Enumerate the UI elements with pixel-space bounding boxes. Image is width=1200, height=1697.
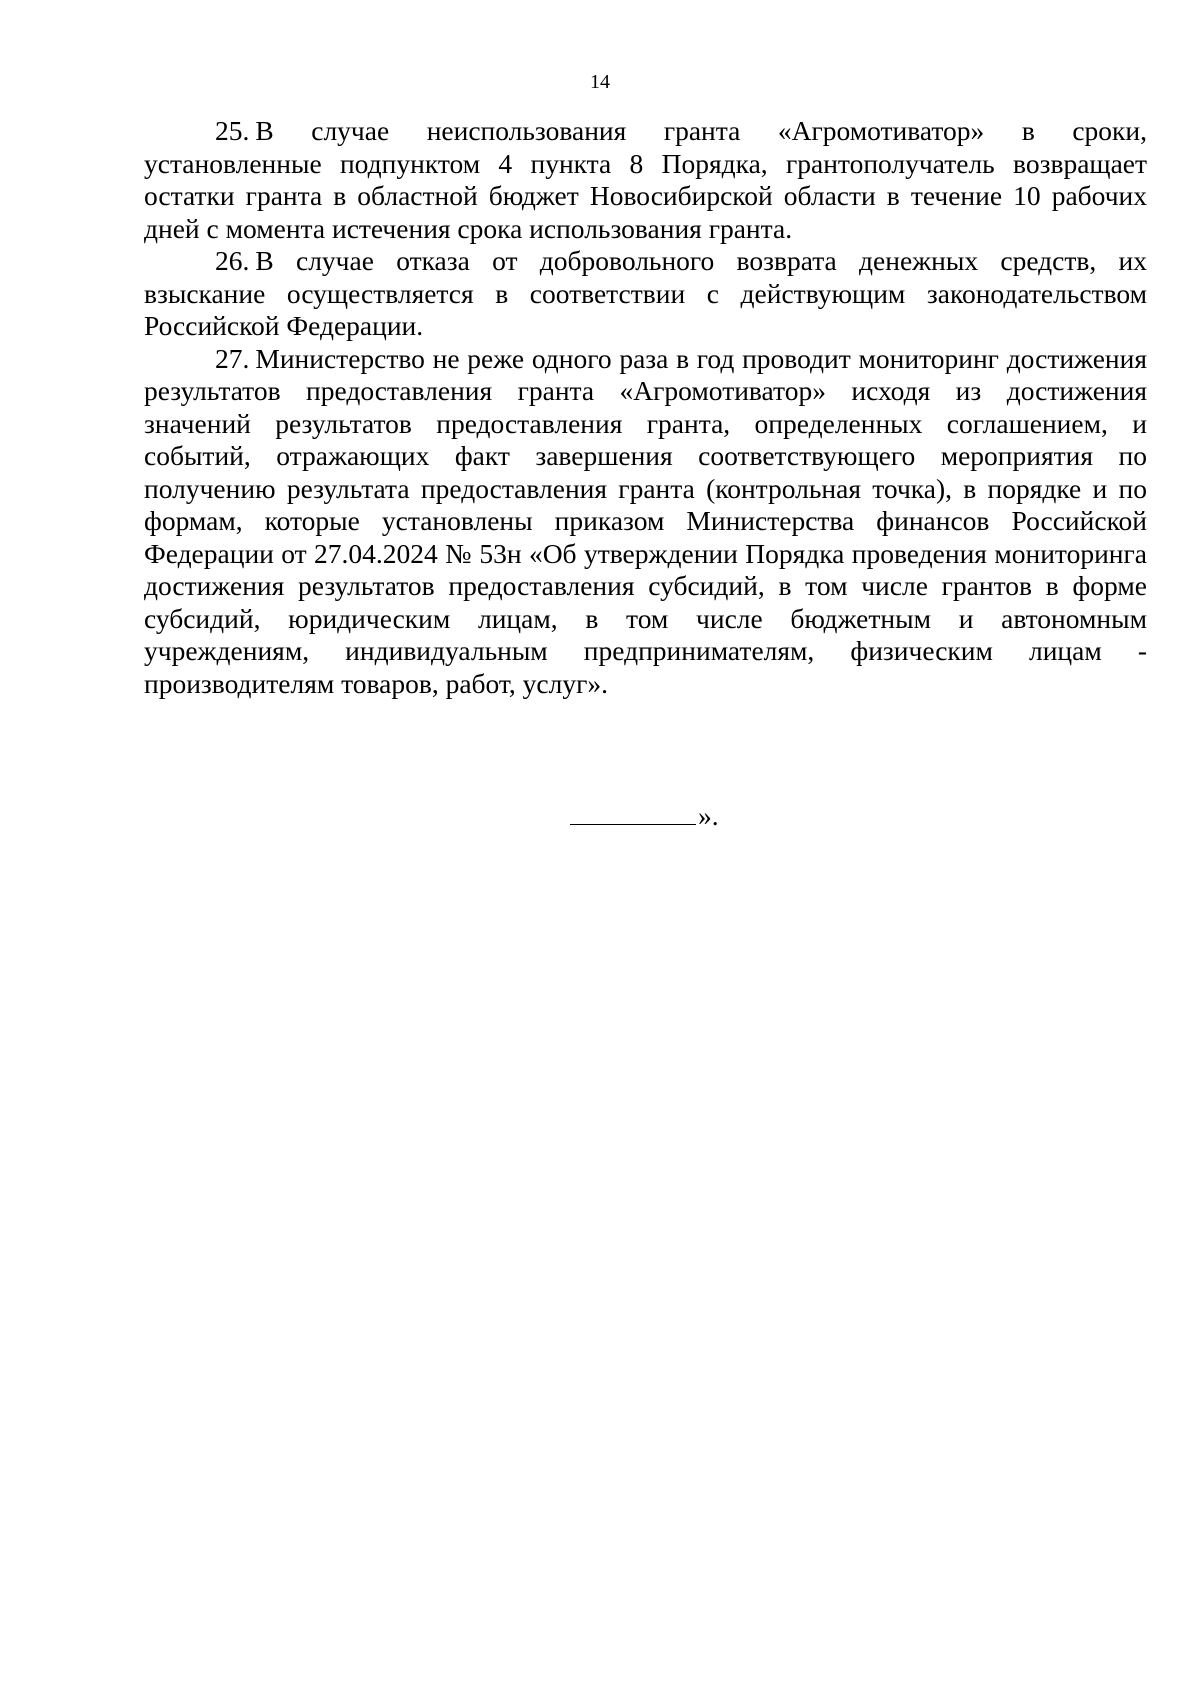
paragraph-number: 25. (215, 115, 250, 146)
paragraph-text: В случае отказа от добровольного возврата денежных средств, их взыскание осуществляется в соответствии с действующим законодательством Российской Федерации. (144, 245, 1147, 341)
closing-mark (570, 800, 719, 832)
document-body (144, 115, 1147, 700)
paragraph-26 (144, 245, 1147, 343)
paragraph-number: 27. (215, 342, 250, 374)
paragraph-25 (144, 115, 1147, 245)
page-number: 14 (590, 71, 610, 93)
paragraph-text: Министерство не реже одного раза в год проводит мониторинг достижения результатов предоставления гранта «Агромотиватор» исходя из достижения значений результатов предоставления гранта, определенных соглашением, и событий, отражающих факт завершения соответствующего мероприятия по получению результата предоставления гранта (контрольная точка), в порядке и по формам, которые установлены приказом Министерства финансов Российской Федерации от 27.04.2024 № 53н «Об утверждении Порядка проведения мониторинга достижения результатов предоставления субсидий, в том числе грантов в форме субсидий, юридическим лицам, в том числе бюджетным и автономным учреждениям, индивидуальным предпринимателям, физическим лицам - производителям товаров, работ, услуг». (144, 342, 1147, 699)
paragraph-text: В случае неиспользования гранта «Агромотиватор» в сроки, установленные подпунктом 4 пункта 8 Порядка, грантополучатель возвращает остатки гранта в областной бюджет Новосибирской области в течение 10 рабочих дней с момента истечения срока использования гранта. (144, 115, 1147, 244)
closing-underline (570, 802, 696, 825)
closing-quote: ». (698, 800, 719, 831)
paragraph-27 (144, 343, 1147, 701)
paragraph-number: 26. (215, 245, 250, 276)
